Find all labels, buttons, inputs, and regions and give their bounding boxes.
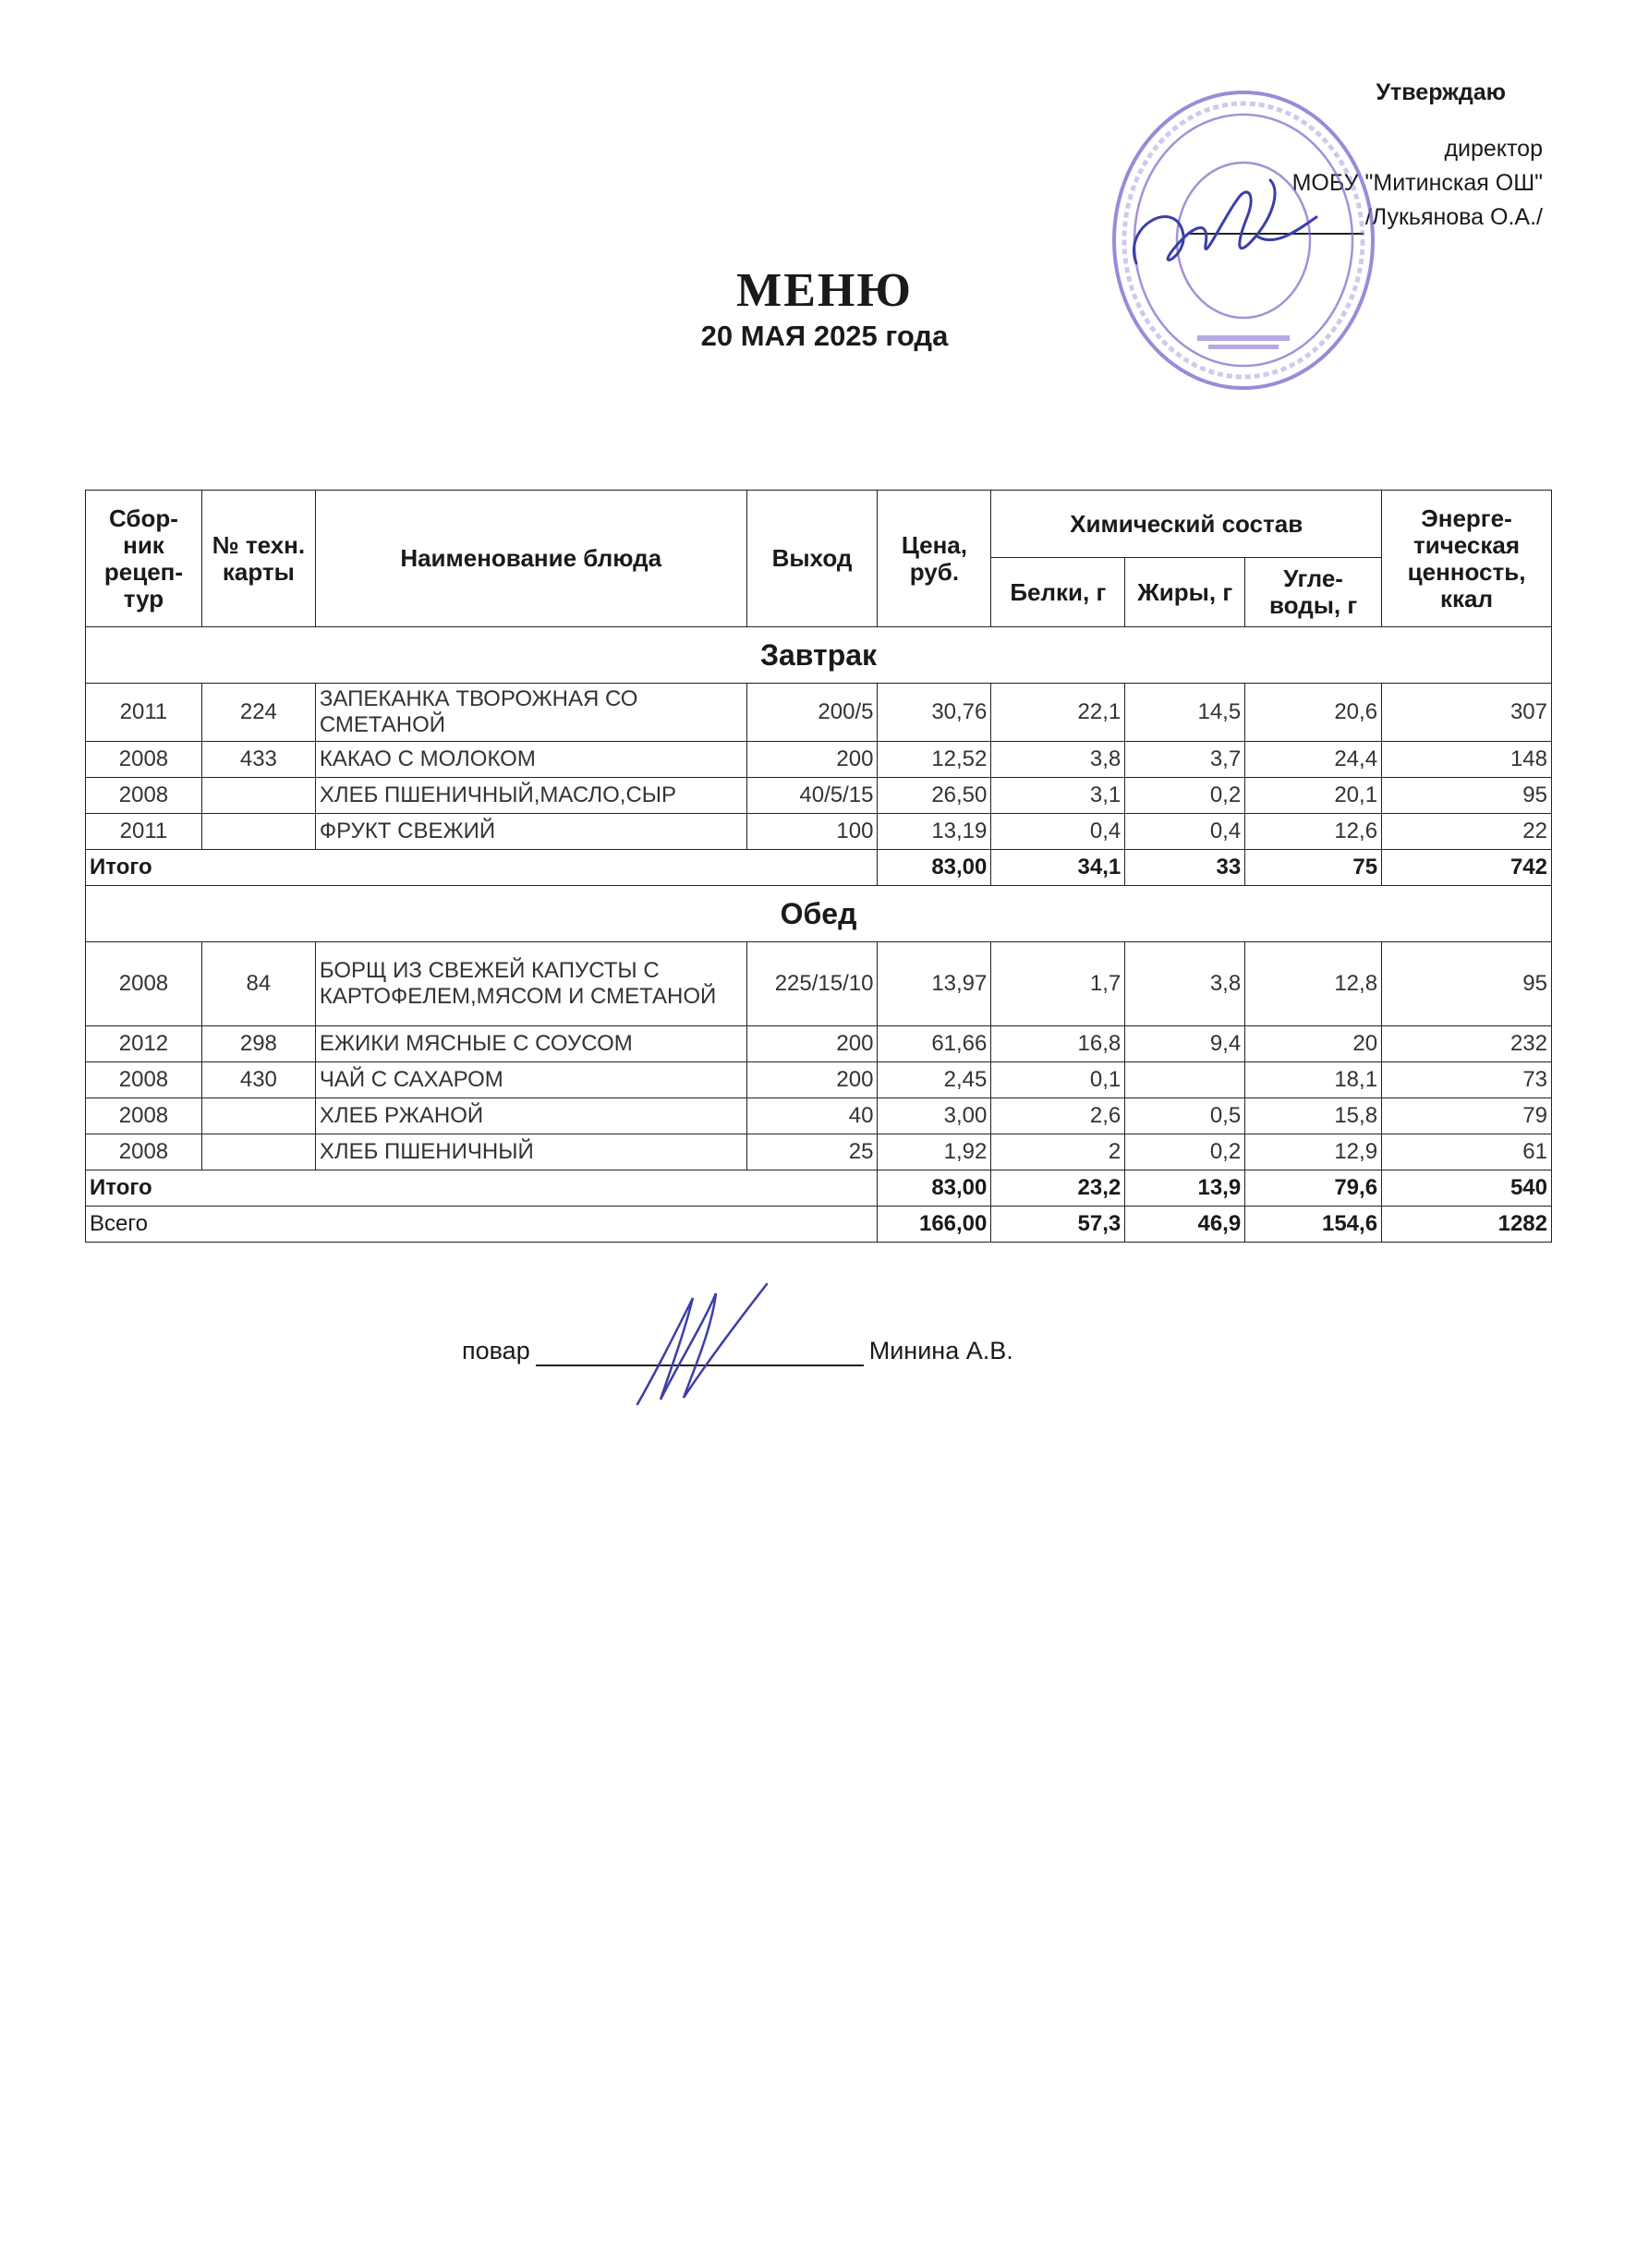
header-fat: Жиры, г <box>1125 558 1245 627</box>
cell-dish-name: ХЛЕБ ПШЕНИЧНЫЙ,МАСЛО,СЫР <box>315 778 746 814</box>
cell-price: 30,76 <box>878 684 991 742</box>
cell-dish-name: ХЛЕБ ПШЕНИЧНЫЙ <box>315 1134 746 1170</box>
cell-collection: 2008 <box>86 1134 202 1170</box>
grand-total-protein: 57,3 <box>991 1207 1125 1243</box>
total-carbs: 75 <box>1245 850 1382 886</box>
total-label: Итого <box>86 1170 878 1207</box>
total-label: Итого <box>86 850 878 886</box>
cell-price: 1,92 <box>878 1134 991 1170</box>
total-energy: 540 <box>1382 1170 1552 1207</box>
cell-carbs: 12,9 <box>1245 1134 1382 1170</box>
cell-energy: 148 <box>1382 742 1552 778</box>
cell-energy: 73 <box>1382 1062 1552 1098</box>
cell-price: 13,97 <box>878 942 991 1026</box>
cell-yield: 40 <box>746 1098 878 1134</box>
cell-card: 84 <box>201 942 315 1026</box>
header-yield: Выход <box>746 491 878 627</box>
cell-yield: 25 <box>746 1134 878 1170</box>
approval-organization: МОБУ "Митинская ОШ" <box>1291 170 1543 196</box>
cell-price: 12,52 <box>878 742 991 778</box>
cell-dish-name: ЗАПЕКАНКА ТВОРОЖНАЯ СО СМЕТАНОЙ <box>315 684 746 742</box>
cell-protein: 1,7 <box>991 942 1125 1026</box>
table-row <box>86 742 1552 778</box>
cell-energy: 22 <box>1382 814 1552 850</box>
grand-total-price: 166,00 <box>878 1207 991 1243</box>
cell-carbs: 20,6 <box>1245 684 1382 742</box>
cell-price: 13,19 <box>878 814 991 850</box>
table-row <box>86 814 1552 850</box>
cell-energy: 95 <box>1382 778 1552 814</box>
document-title: МЕНЮ <box>736 264 913 317</box>
cell-carbs: 18,1 <box>1245 1062 1382 1098</box>
cell-price: 61,66 <box>878 1026 991 1062</box>
cell-yield: 100 <box>746 814 878 850</box>
cell-dish-name: БОРЩ ИЗ СВЕЖЕЙ КАПУСТЫ С КАРТОФЕЛЕМ,МЯСОМ И СМЕТАНОЙ <box>315 942 746 1026</box>
cell-card <box>201 778 315 814</box>
cell-carbs: 12,6 <box>1245 814 1382 850</box>
cell-price: 26,50 <box>878 778 991 814</box>
header-energy: Энерге-тическая ценность, ккал <box>1382 491 1552 627</box>
cell-protein: 16,8 <box>991 1026 1125 1062</box>
total-protein: 34,1 <box>991 850 1125 886</box>
cell-protein: 3,8 <box>991 742 1125 778</box>
total-protein: 23,2 <box>991 1170 1125 1207</box>
cell-fat: 3,7 <box>1125 742 1245 778</box>
header-card-no: № техн. карты <box>201 491 315 627</box>
table-row <box>86 1026 1552 1062</box>
cell-fat: 0,2 <box>1125 1134 1245 1170</box>
cell-collection: 2011 <box>86 814 202 850</box>
cell-energy: 95 <box>1382 942 1552 1026</box>
total-price: 83,00 <box>878 850 991 886</box>
cell-collection: 2012 <box>86 1026 202 1062</box>
cell-card: 430 <box>201 1062 315 1098</box>
cell-fat <box>1125 1062 1245 1098</box>
cell-fat: 9,4 <box>1125 1026 1245 1062</box>
cell-protein: 0,4 <box>991 814 1125 850</box>
cell-price: 3,00 <box>878 1098 991 1134</box>
cell-dish-name: ЕЖИКИ МЯСНЫЕ С СОУСОМ <box>315 1026 746 1062</box>
total-energy: 742 <box>1382 850 1552 886</box>
header-collection: Сбор-ник рецеп-тур <box>86 491 202 627</box>
cell-card <box>201 1134 315 1170</box>
cell-collection: 2008 <box>86 942 202 1026</box>
section-breakfast: Завтрак <box>86 627 1552 684</box>
cell-price: 2,45 <box>878 1062 991 1098</box>
table-row <box>86 942 1552 1026</box>
table-row <box>86 1134 1552 1170</box>
cook-role: повар <box>462 1337 530 1364</box>
cell-carbs: 20 <box>1245 1026 1382 1062</box>
cell-yield: 200 <box>746 1062 878 1098</box>
approval-title: Утверждаю <box>1376 79 1506 105</box>
cell-carbs: 12,8 <box>1245 942 1382 1026</box>
cell-collection: 2008 <box>86 1098 202 1134</box>
document-date: 20 МАЯ 2025 года <box>700 320 949 352</box>
approval-signatory: /Лукьянова О.А./ <box>1364 204 1543 230</box>
cell-card <box>201 1098 315 1134</box>
cell-yield: 200/5 <box>746 684 878 742</box>
total-row-lunch <box>86 1170 1552 1207</box>
cell-carbs: 24,4 <box>1245 742 1382 778</box>
cell-fat: 0,5 <box>1125 1098 1245 1134</box>
cell-card: 433 <box>201 742 315 778</box>
cell-collection: 2008 <box>86 742 202 778</box>
cell-energy: 307 <box>1382 684 1552 742</box>
grand-total-row <box>86 1207 1552 1243</box>
cell-fat: 14,5 <box>1125 684 1245 742</box>
table-row <box>86 1098 1552 1134</box>
total-carbs: 79,6 <box>1245 1170 1382 1207</box>
cell-dish-name: ХЛЕБ РЖАНОЙ <box>315 1098 746 1134</box>
cell-carbs: 15,8 <box>1245 1098 1382 1134</box>
cell-yield: 200 <box>746 1026 878 1062</box>
cell-protein: 22,1 <box>991 684 1125 742</box>
grand-total-label: Всего <box>86 1207 878 1243</box>
cell-yield: 200 <box>746 742 878 778</box>
cell-energy: 232 <box>1382 1026 1552 1062</box>
grand-total-carbs: 154,6 <box>1245 1207 1382 1243</box>
cell-card: 298 <box>201 1026 315 1062</box>
cell-fat: 0,2 <box>1125 778 1245 814</box>
section-lunch: Обед <box>86 886 1552 942</box>
cell-protein: 2,6 <box>991 1098 1125 1134</box>
cell-protein: 0,1 <box>991 1062 1125 1098</box>
total-row-breakfast <box>86 850 1552 886</box>
header-dish-name: Наименование блюда <box>315 491 746 627</box>
cell-yield: 40/5/15 <box>746 778 878 814</box>
header-price: Цена, руб. <box>878 491 991 627</box>
cell-dish-name: ФРУКТ СВЕЖИЙ <box>315 814 746 850</box>
cell-collection: 2008 <box>86 778 202 814</box>
cell-fat: 0,4 <box>1125 814 1245 850</box>
cell-card: 224 <box>201 684 315 742</box>
cell-carbs: 20,1 <box>1245 778 1382 814</box>
cell-dish-name: КАКАО С МОЛОКОМ <box>315 742 746 778</box>
table-row <box>86 684 1552 742</box>
total-price: 83,00 <box>878 1170 991 1207</box>
cell-energy: 79 <box>1382 1098 1552 1134</box>
header-protein: Белки, г <box>991 558 1125 627</box>
document-header <box>0 263 1649 354</box>
cell-dish-name: ЧАЙ С САХАРОМ <box>315 1062 746 1098</box>
header-chemical: Химический состав <box>991 491 1382 558</box>
table-row <box>86 778 1552 814</box>
cell-fat: 3,8 <box>1125 942 1245 1026</box>
cell-collection: 2008 <box>86 1062 202 1098</box>
cell-collection: 2011 <box>86 684 202 742</box>
cell-card <box>201 814 315 850</box>
table-row <box>86 1062 1552 1098</box>
cell-protein: 3,1 <box>991 778 1125 814</box>
cook-name: Минина А.В. <box>868 1337 1013 1364</box>
cell-yield: 225/15/10 <box>746 942 878 1026</box>
cell-energy: 61 <box>1382 1134 1552 1170</box>
cook-signature <box>628 1280 776 1409</box>
approval-position: директор <box>1444 136 1543 162</box>
total-fat: 33 <box>1125 850 1245 886</box>
cell-protein: 2 <box>991 1134 1125 1170</box>
grand-total-energy: 1282 <box>1382 1207 1552 1243</box>
header-carbs: Угле-воды, г <box>1245 558 1382 627</box>
grand-total-fat: 46,9 <box>1125 1207 1245 1243</box>
menu-table <box>85 490 1552 1243</box>
total-fat: 13,9 <box>1125 1170 1245 1207</box>
